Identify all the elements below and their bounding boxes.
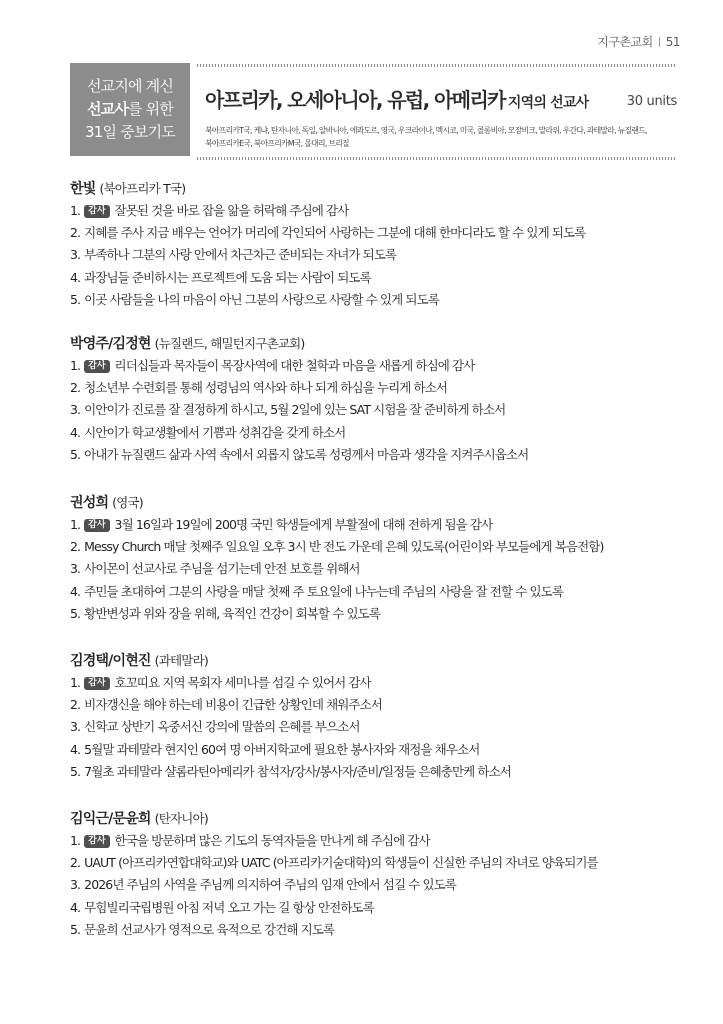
item-text: 한국을 방문하며 많은 기도의 동역자들을 만나게 해 주심에 감사 xyxy=(114,833,430,849)
item-number: 4. xyxy=(70,424,81,440)
header-divider xyxy=(659,37,660,47)
item-number: 2. xyxy=(70,697,81,713)
bottom-dotted-rule xyxy=(197,157,677,160)
page-header xyxy=(597,34,680,50)
missionary-name: 김경택/이현진 xyxy=(70,653,151,669)
missionary-name: 권성희 xyxy=(70,495,109,511)
missionary-section xyxy=(70,492,603,625)
prayer-item xyxy=(70,874,598,896)
prayer-item xyxy=(70,267,585,289)
section-heading xyxy=(70,650,511,670)
missionary-section xyxy=(70,333,528,466)
page-number: 51 xyxy=(665,35,680,49)
prayer-item xyxy=(70,716,511,738)
item-text: 시안이가 학교생활에서 기쁨과 성취감을 갖게 하소서 xyxy=(84,424,346,440)
prayer-item xyxy=(70,739,511,761)
prayer-item xyxy=(70,672,511,694)
item-text: 문윤희 선교사가 영적으로 육적으로 강건해 지도록 xyxy=(84,921,335,937)
item-text: 7월초 과테말라 샬롬라틴아메리카 참석자/강사/봉사자/준비/일정들 은혜충만케 하소서 xyxy=(84,763,511,779)
missionary-name: 박영주/김정현 xyxy=(70,336,151,352)
item-number: 1. xyxy=(70,517,81,533)
prayer-item xyxy=(70,536,603,558)
title-regions: 아프리카, 오세아니아, 유럽, 아메리카 xyxy=(205,88,505,112)
prayer-item xyxy=(70,558,603,580)
item-text: Messy Church 매달 첫째주 일요일 오후 3시 반 전도 가운데 은혜 있도록(어린이와 부모들에게 복음전함) xyxy=(84,539,604,555)
title-subtitle: 지역의 선교사 xyxy=(507,95,589,111)
missionary-name: 한빛 xyxy=(70,181,96,197)
thanks-badge: 감사 xyxy=(84,677,109,690)
item-text: 사이몬이 선교사로 주님을 섬기는데 안전 보호를 위해서 xyxy=(84,561,360,577)
banner-line-2-bold: 선교사 xyxy=(86,100,129,118)
item-text: 비자갱신을 해야 하는데 비용이 긴급한 상황인데 채워주소서 xyxy=(84,697,382,713)
prayer-item xyxy=(70,830,598,852)
item-text: 지혜를 주사 지금 배우는 언어가 머리에 각인되어 사랑하는 그분에 대해 한마디라도 할 수 있게 되도록 xyxy=(84,225,586,241)
prayer-item xyxy=(70,355,528,377)
item-text: 2026년 주님의 사역을 주님께 의지하여 주님의 임재 안에서 섬길 수 있도록 xyxy=(84,877,456,893)
item-text: 3월 16일과 19일에 200명 국민 학생들에게 부활절에 대해 전하게 됨을 감사 xyxy=(114,517,493,533)
item-number: 3. xyxy=(70,402,81,418)
country-list xyxy=(205,124,647,150)
item-number: 4. xyxy=(70,269,81,285)
item-number: 5. xyxy=(70,605,81,621)
section-heading xyxy=(70,333,528,353)
section-heading xyxy=(70,808,598,828)
item-number: 4. xyxy=(70,741,81,757)
top-dotted-rule xyxy=(197,64,677,67)
item-text: 황반변성과 위와 장을 위해, 육적인 건강이 회복할 수 있도록 xyxy=(84,605,381,621)
item-text: 5월말 과테말라 현지인 60여 명 아버지학교에 필요한 봉사자와 재정을 채우소서 xyxy=(84,741,480,757)
section-heading xyxy=(70,492,603,512)
banner-line-2 xyxy=(87,98,173,121)
item-number: 3. xyxy=(70,877,81,893)
item-text: 부족하나 그분의 사랑 안에서 차근차근 준비되는 자녀가 되도록 xyxy=(84,247,397,263)
prayer-item xyxy=(70,444,528,466)
item-text: 잘못된 것을 바로 잡을 앎을 허락해 주심에 감사 xyxy=(114,203,349,219)
prayer-item xyxy=(70,919,598,941)
prayer-item xyxy=(70,694,511,716)
item-number: 2. xyxy=(70,855,81,871)
banner-line-3: 31일 중보기도 xyxy=(85,123,175,141)
item-number: 4. xyxy=(70,899,81,915)
prayer-item xyxy=(70,244,585,266)
country-list-line-1: 북아프리카T국, 케냐, 탄자니아, 독일, 알바니아, 에콰도르, 영국, 우크라이나, 멕시코, 미국, 콜롬비아, 모잠비크, 말라위, 우간다, 과테말라, 뉴질랜드, xyxy=(205,126,647,135)
item-text: 이안이가 진로를 잘 결정하게 하시고, 5월 2일에 있는 SAT 시험을 잘 준비하게 하소서 xyxy=(84,402,506,418)
prayer-item xyxy=(70,422,528,444)
item-number: 5. xyxy=(70,291,81,307)
banner-box xyxy=(70,63,190,156)
mission-location: (영국) xyxy=(112,495,143,510)
mission-location: (탄자니아) xyxy=(154,811,208,826)
prayer-item xyxy=(70,377,528,399)
item-text: 아내가 뉴질랜드 삶과 사역 속에서 외롭지 않도록 성령께서 마음과 생각을 지켜주시옵소서 xyxy=(84,446,529,462)
missionary-section xyxy=(70,178,585,311)
item-number: 2. xyxy=(70,225,81,241)
missionary-section xyxy=(70,650,511,783)
church-name: 지구촌교회 xyxy=(597,35,653,49)
missionary-name: 김익근/문윤희 xyxy=(70,811,151,827)
item-number: 5. xyxy=(70,446,81,462)
item-text: 리더십들과 목자들이 목장사역에 대한 철학과 마음을 새롭게 하심에 감사 xyxy=(114,358,475,374)
units-count: 30 units xyxy=(626,94,677,109)
prayer-item xyxy=(70,289,585,311)
item-number: 3. xyxy=(70,719,81,735)
item-number: 4. xyxy=(70,583,81,599)
item-number: 5. xyxy=(70,763,81,779)
thanks-badge: 감사 xyxy=(84,205,109,218)
banner-line-2-rest: 를 위한 xyxy=(128,100,174,118)
item-text: 청소년부 수련회를 통해 성령님의 역사와 하나 되게 하심을 누리게 하소서 xyxy=(84,380,448,396)
item-text: UAUT (아프리카연합대학교)와 UATC (아프리카기술대학)의 학생들이 신실한 주님의 자녀로 양육되기를 xyxy=(84,855,598,871)
item-number: 3. xyxy=(70,247,81,263)
prayer-item xyxy=(70,200,585,222)
item-number: 1. xyxy=(70,675,81,691)
thanks-badge: 감사 xyxy=(84,360,109,373)
item-text: 신학교 상반기 옥중서신 강의에 말씀의 은혜를 부으소서 xyxy=(84,719,360,735)
mission-location: (뉴질랜드, 해밀턴지구촌교회) xyxy=(154,336,305,351)
prayer-item xyxy=(70,852,598,874)
mission-location: (과테말라) xyxy=(154,653,208,668)
prayer-item xyxy=(70,399,528,421)
item-text: 주민들 초대하여 그분의 사랑을 매달 첫째 주 토요일에 나누는데 주님의 사랑을 잘 전할 수 있도록 xyxy=(84,583,563,599)
page-title xyxy=(205,87,588,116)
prayer-item xyxy=(70,222,585,244)
thanks-badge: 감사 xyxy=(84,519,109,532)
item-number: 1. xyxy=(70,203,81,219)
prayer-item xyxy=(70,581,603,603)
prayer-item xyxy=(70,897,598,919)
prayer-item xyxy=(70,514,603,536)
item-text: 이곳 사람들을 나의 마음이 아닌 그분의 사랑으로 사랑할 수 있게 되도록 xyxy=(84,291,439,307)
item-number: 2. xyxy=(70,539,81,555)
item-number: 2. xyxy=(70,380,81,396)
banner-line-1: 선교지에 계신 xyxy=(86,77,174,95)
item-text: 호꼬띠요 지역 목회자 세미나를 섬길 수 있어서 감사 xyxy=(114,675,371,691)
prayer-item xyxy=(70,761,511,783)
item-number: 1. xyxy=(70,358,81,374)
thanks-badge: 감사 xyxy=(84,835,109,848)
item-text: 과장님들 준비하시는 프로젝트에 도움 되는 사람이 되도록 xyxy=(84,269,371,285)
mission-location: (북아프리카 T국) xyxy=(99,181,186,196)
item-number: 3. xyxy=(70,561,81,577)
item-number: 1. xyxy=(70,833,81,849)
country-list-line-2: 북아프리카E국, 북아프리카M국, 몰대리, 브리질 xyxy=(205,139,349,148)
prayer-item xyxy=(70,603,603,625)
missionary-section xyxy=(70,808,598,941)
item-number: 5. xyxy=(70,921,81,937)
section-heading xyxy=(70,178,585,198)
item-text: 무힘빌리국립병원 아침 저녁 오고 가는 길 항상 안전하도록 xyxy=(84,899,374,915)
